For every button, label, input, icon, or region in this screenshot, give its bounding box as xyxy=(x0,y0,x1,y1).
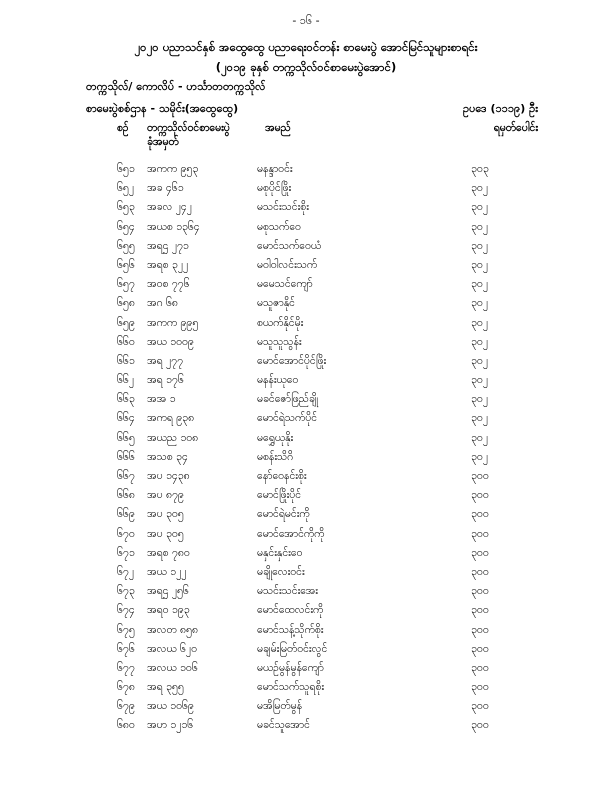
student-name: မနှင်းနှင်းဝေ xyxy=(257,546,303,559)
total-marks: ၃၀၀ xyxy=(471,719,489,732)
table-row xyxy=(0,643,612,662)
total-marks: ၃၀၂ xyxy=(471,412,488,425)
row-number: ၆၆၄ xyxy=(117,412,135,425)
total-marks: ၃၀၀ xyxy=(471,508,489,521)
total-marks: ၃၀၂ xyxy=(471,450,488,463)
table-row xyxy=(0,547,612,566)
table-row xyxy=(0,604,612,623)
page-number: - ၁၆ - xyxy=(292,14,320,27)
total-marks: ၃၀၀ xyxy=(471,527,489,540)
row-number: ၆၅၅ xyxy=(117,239,135,252)
row-number: ၆၅၄ xyxy=(117,220,135,233)
row-number: ၆၆၈ xyxy=(117,489,135,502)
roll-number: အပ ၁၄၃၈ xyxy=(147,470,190,482)
total-marks: ၃၀၂ xyxy=(471,258,488,271)
table-row xyxy=(0,336,612,355)
table-row xyxy=(0,508,612,527)
student-name: မောင်အောင်ပိုင်ဖြိုး xyxy=(257,354,327,367)
student-name: မရွှေယုနိုး xyxy=(257,431,294,444)
roll-number: အရဝ ၁၉၃ xyxy=(147,604,190,617)
student-name: မချမ်းမြတ်ဝင်းလွင် xyxy=(257,642,328,655)
table-row xyxy=(0,528,612,547)
roll-number: အကက ၉၅၃ xyxy=(147,163,199,175)
table-row xyxy=(0,662,612,681)
column-header-roll-line2: ခုံအမှတ် xyxy=(147,136,179,148)
student-name: မချိုလေးဝင်း xyxy=(257,565,305,578)
total-marks: ၃၀၂ xyxy=(471,278,488,291)
student-name: မမေသင်ကျော် xyxy=(257,278,313,291)
row-number: ၆၆၅ xyxy=(117,431,135,444)
row-number: ၆၇၄ xyxy=(117,604,135,617)
column-header-no: စဉ် xyxy=(117,122,129,134)
table-row xyxy=(0,259,612,278)
table-row xyxy=(0,240,612,259)
roll-number: အရ ၃၅၅ xyxy=(147,681,184,694)
table-row xyxy=(0,432,612,451)
roll-number: အခ ၄၆၁ xyxy=(147,182,184,195)
student-name: မောင်ဖြိုးပိုင် xyxy=(257,489,302,502)
row-number: ၆၅၂ xyxy=(117,182,134,195)
roll-number: အပ ၈၇၉ xyxy=(147,489,184,502)
total-marks: ၃၀၂ xyxy=(471,335,488,348)
column-header-marks: ရမှတ်ပေါင်း xyxy=(493,122,538,134)
row-number: ၆၈၀ xyxy=(117,719,135,732)
student-name: မောင်အောင်ကိုကို xyxy=(257,527,325,540)
roll-number: အပ ၃၀၅ xyxy=(147,508,184,521)
total-marks: ၃၀၂ xyxy=(471,374,488,387)
table-row xyxy=(0,374,612,393)
table-row xyxy=(0,470,612,489)
roll-number: အရ ၂၇၇ xyxy=(147,354,183,367)
table-row xyxy=(0,624,612,643)
total-marks: ၃၀၀ xyxy=(471,546,489,559)
row-number: ၆၇၉ xyxy=(117,700,135,713)
roll-number: အကရ ၉၃၈ xyxy=(147,412,195,425)
student-name: မစန်းသိဂိ xyxy=(257,450,294,463)
table-row xyxy=(0,163,612,182)
row-number: ၆၇၇ xyxy=(117,661,135,674)
student-name: မသူဇာနိုင် xyxy=(257,297,295,310)
table-row xyxy=(0,451,612,470)
student-name: စယက်နိုင်မိုး xyxy=(257,316,304,329)
total-marks: ၃၀၀ xyxy=(471,661,489,674)
row-number: ၆၇၁ xyxy=(117,546,135,559)
total-marks: ၃၀၂ xyxy=(471,316,488,329)
student-name: မောင်သက်သူရစိုး xyxy=(257,681,325,694)
row-number: ၆၆၇ xyxy=(117,470,135,482)
table-row xyxy=(0,278,612,297)
document-subtitle: (၂၀၁၉ ခုနှစ် တက္ကသိုလ်ဝင်စာမေးပွဲအောင်) xyxy=(215,60,397,74)
university-label: တက္ကသိုလ်/ ကောလိပ် - ဟင်္သာတတက္ကသိုလ် xyxy=(86,80,266,93)
total-marks: ၃၀၂ xyxy=(471,201,488,214)
table-row xyxy=(0,317,612,336)
exam-total-label: ဥပဒေ (၁၁၁၉) ဦး xyxy=(462,102,538,115)
roll-number: အသစ ၃၄ xyxy=(147,450,188,463)
roll-number: အလတ ၈၅၈ xyxy=(147,623,198,636)
row-number: ၆၆၁ xyxy=(117,354,135,367)
total-marks: ၃၀၀ xyxy=(471,642,489,655)
student-name: မအိမြတ်မွန် xyxy=(257,700,303,713)
table-row xyxy=(0,412,612,431)
student-name: မသင်းသင်းစိုး xyxy=(257,201,309,214)
roll-number: အအ ၁ xyxy=(147,393,176,406)
row-number: ၆၆၉ xyxy=(117,508,135,521)
row-number: ၆၅၁ xyxy=(117,163,135,175)
total-marks: ၃၀၂ xyxy=(471,393,488,406)
total-marks: ၃၀၀ xyxy=(471,489,489,502)
table-row xyxy=(0,297,612,316)
roll-number: အပ ၃၀၅ xyxy=(147,527,184,540)
table-row xyxy=(0,681,612,700)
column-header-roll: တက္ကသိုလ်ဝင်စာမေးပွဲ xyxy=(147,122,230,134)
total-marks: ၃၀၀ xyxy=(471,470,489,482)
exam-center-label: စာမေးပွဲစစ်ဌာန - သမိုင်း(အထွေထွေ) xyxy=(86,102,239,115)
roll-number: အခလ ၂၄၂ xyxy=(147,201,192,214)
student-name: မောင်ရဲမင်းကို xyxy=(257,508,310,521)
total-marks: ၃၀၂ xyxy=(471,182,488,195)
table-row xyxy=(0,719,612,738)
roll-number: အရဌ ၂၅၆ xyxy=(147,585,189,598)
results-list xyxy=(0,163,612,739)
student-name: နော်ဝေနင်းစိုး xyxy=(257,470,307,482)
roll-number: အဝစ ၇၇၆ xyxy=(147,278,190,291)
roll-number: အရစ ၃၂၂ xyxy=(147,258,189,271)
total-marks: ၃၀၃ xyxy=(471,163,489,175)
row-number: ၆၇၅ xyxy=(117,623,135,636)
table-row xyxy=(0,201,612,220)
student-name: မစုပိုင်ဖြိုး xyxy=(257,182,292,195)
student-name: မခင်သူအောင် xyxy=(257,719,310,732)
row-number: ၆၇၃ xyxy=(117,585,135,598)
row-number: ၆၅၃ xyxy=(117,201,135,214)
total-marks: ၃၀၂ xyxy=(471,239,488,252)
row-number: ၆၅၉ xyxy=(117,316,135,329)
column-header-name: အမည် xyxy=(265,122,291,134)
student-name: မနန်းယုဝေ xyxy=(257,374,299,387)
roll-number: အယည ၁၀၈ xyxy=(147,431,199,444)
student-name: မနန္ဒာဝင်း xyxy=(257,163,293,175)
total-marks: ၃၀၀ xyxy=(471,681,489,694)
roll-number: အယစ ၁၃၆၄ xyxy=(147,220,200,233)
student-name: မခင်ဇော်ဖြည်ချို xyxy=(257,393,318,406)
table-row xyxy=(0,489,612,508)
row-number: ၆၅၆ xyxy=(117,258,135,271)
roll-number: အယ ၁၂၂ xyxy=(147,565,187,578)
student-name: မောင်သက်ဝေယံ xyxy=(257,239,322,252)
total-marks: ၃၀၀ xyxy=(471,700,489,713)
table-row xyxy=(0,566,612,585)
row-number: ၆၅၇ xyxy=(117,278,135,291)
total-marks: ၃၀၀ xyxy=(471,565,489,578)
row-number: ၆၅၈ xyxy=(117,297,135,310)
student-name: မသင်းသင်းအေး xyxy=(257,585,318,598)
row-number: ၆၇၈ xyxy=(117,681,135,694)
row-number: ၆၆၂ xyxy=(117,374,134,387)
table-row xyxy=(0,355,612,374)
total-marks: ၃၀၂ xyxy=(471,354,488,367)
table-row xyxy=(0,221,612,240)
total-marks: ၃၀၀ xyxy=(471,623,489,636)
document-title: ၂၀၂၀ ပညာသင်နှစ် အထွေထွေ ပညာရေးဝင်တန်း စာမေးပွဲ အောင်မြင်သူများစာရင်း xyxy=(134,40,478,54)
total-marks: ၃၀၂ xyxy=(471,297,488,310)
student-name: မောင်ထေလင်းကို xyxy=(257,604,324,617)
roll-number: အရဌ ၂၇၁ xyxy=(147,239,189,252)
roll-number: အရ ၁၇၆ xyxy=(147,374,184,387)
student-name: မဝါဝါလင်းသက် xyxy=(257,258,318,271)
roll-number: အလယ ၁၀၆ xyxy=(147,661,198,674)
table-row xyxy=(0,182,612,201)
row-number: ၆၇၂ xyxy=(117,565,134,578)
roll-number: အကက ၉၉၅ xyxy=(147,316,199,329)
student-name: မစုသက်ဝေ xyxy=(257,220,301,233)
roll-number: အဟ ၁၂၁၆ xyxy=(147,719,194,732)
roll-number: အရစ ၇၈၀ xyxy=(147,546,190,559)
total-marks: ၃၀၂ xyxy=(471,220,488,233)
roll-number: အလယ ၆၂၀ xyxy=(147,642,197,655)
total-marks: ၃၀၂ xyxy=(471,431,488,444)
total-marks: ၃၀၀ xyxy=(471,585,489,598)
table-row xyxy=(0,393,612,412)
student-name: မောင်သန့်သိုက်စိုး xyxy=(257,623,324,636)
roll-number: အဂ ၆၈ xyxy=(147,297,178,310)
row-number: ၆၇၆ xyxy=(117,642,135,655)
total-marks: ၃၀၀ xyxy=(471,604,489,617)
row-number: ၆၆၆ xyxy=(117,450,135,463)
row-number: ၆၆၀ xyxy=(117,335,135,348)
roll-number: အယ ၁၀၆၉ xyxy=(147,700,194,713)
student-name: မောင်ရဲသက်ပိုင် xyxy=(257,412,318,425)
table-row xyxy=(0,700,612,719)
row-number: ၆၇၀ xyxy=(117,527,135,540)
row-number: ၆၆၃ xyxy=(117,393,135,406)
roll-number: အယ ၁၀၀၉ xyxy=(147,335,194,348)
student-name: မယဉ်မွန်မွန်ကျော် xyxy=(257,661,324,674)
table-row xyxy=(0,585,612,604)
student-name: မသူသူသွန်း xyxy=(257,335,302,348)
